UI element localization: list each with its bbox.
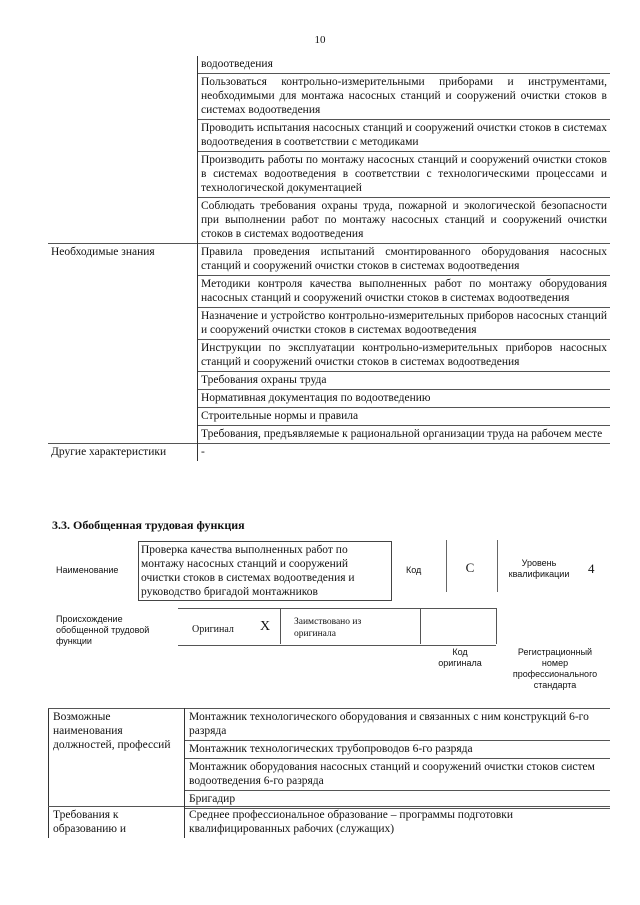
origin-label: Происхождение обобщенной трудовой функции	[56, 614, 150, 646]
skill-item: Пользоваться контрольно-измерительными приборами и инструментами, необходимыми для монтажа насосных станций и сооружений очистки стоков в системах водоотведения	[198, 74, 611, 120]
code-label: Код	[406, 565, 422, 575]
positions-label: Возможные наименования должностей, профессий	[49, 709, 185, 809]
knowledge-item: Требования охраны труда	[198, 372, 611, 390]
other-characteristics-label: Другие характеристики	[48, 444, 198, 462]
qualification-level-label: Уровень квалификации	[508, 558, 570, 579]
code-value: C	[465, 560, 475, 575]
position-item: Монтажник технологических трубопроводов 6-го разряда	[185, 741, 611, 759]
knowledge-item: Нормативная документация по водоотведению	[198, 390, 611, 408]
section-title: 3.3. Обобщенная трудовая функция	[52, 518, 245, 532]
skills-knowledge-table	[48, 56, 610, 461]
knowledge-item: Инструкции по эксплуатации контрольно-измерительных приборов насосных станций и сооружений очистки стоков в системах водоотведения	[198, 340, 611, 372]
function-name: Проверка качества выполненных работ по монтажу насосных станций и сооружений очистки стоков в системах водоотведения и руководство бригадой монтажников	[138, 541, 392, 601]
education-value: Среднее профессиональное образование – программы подготовки квалифицированных рабочих (служащих)	[185, 807, 611, 839]
registration-number-label: Регистрационный номер профессионального стандарта	[512, 647, 598, 690]
skill-item: водоотведения	[198, 56, 611, 74]
code-original-label: Код оригинала	[438, 647, 482, 668]
knowledge-item: Правила проведения испытаний смонтированного оборудования насосных станций и сооружений очистки стоков в системах водоотведения	[198, 244, 611, 276]
page-number: 10	[314, 34, 326, 46]
positions-table	[48, 708, 610, 809]
knowledge-label: Необходимые знания	[48, 244, 198, 444]
knowledge-item: Назначение и устройство контрольно-измерительных приборов насосных станций и сооружений очистки стоков в системах водоотведения	[198, 308, 611, 340]
other-characteristics-value: -	[198, 444, 611, 462]
position-item: Бригадир	[185, 791, 611, 809]
knowledge-item: Методики контроля качества выполненных работ по монтажу оборудования насосных станций и сооружений очистки стоков в системах водоотведения	[198, 276, 611, 308]
education-label: Требования к образованию и	[49, 807, 185, 839]
qualification-level-value: 4	[588, 561, 595, 576]
skill-item: Производить работы по монтажу насосных станций и сооружений очистки стоков в системах водоотведения в соответствии с технологическими процессами и технологической документацией	[198, 152, 611, 198]
position-item: Монтажник оборудования насосных станций и сооружений очистки стоков систем водоотведения 6-го разряда	[185, 759, 611, 791]
education-table	[48, 806, 610, 838]
origin-divider	[280, 608, 281, 644]
position-item: Монтажник технологического оборудования и связанных с ним конструкций 6-го разряда	[185, 709, 611, 741]
skill-item: Соблюдать требования охраны труда, пожарной и экологической безопасности при выполнении работ по монтажу насосных станций и сооружений очистки стоков в системах водоотведения	[198, 198, 611, 244]
name-label: Наименование	[56, 565, 119, 575]
origin-divider	[420, 608, 421, 644]
skills-label-cell	[48, 56, 198, 244]
knowledge-item: Требования, предъявляемые к рациональной организации труда на рабочем месте	[198, 426, 611, 444]
origin-divider	[496, 608, 497, 644]
knowledge-item: Строительные нормы и правила	[198, 408, 611, 426]
origin-mark: X	[260, 619, 271, 634]
skill-item: Проводить испытания насосных станций и сооружений очистки стоков в системах водоотведения в соответствии с методиками	[198, 120, 611, 152]
origin-option-original: Оригинал	[192, 624, 234, 635]
origin-option-borrowed: Заимствовано из оригинала	[294, 617, 362, 639]
